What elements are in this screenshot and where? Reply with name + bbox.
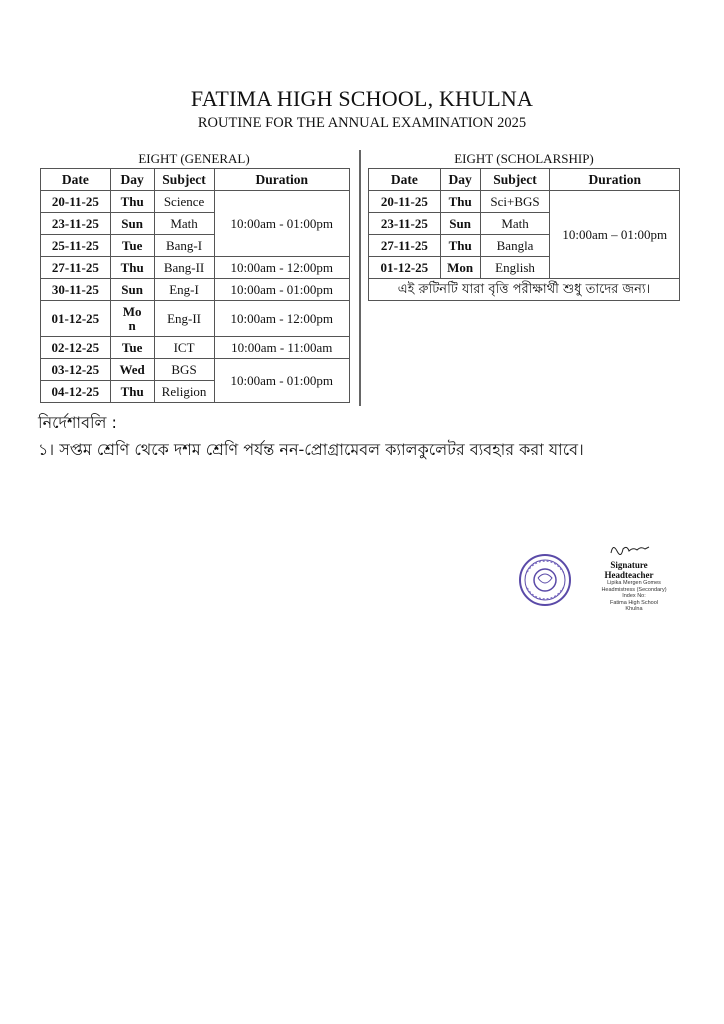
table-row — [41, 279, 350, 301]
day-cell: Thu — [110, 381, 154, 403]
col-header-duration: Duration — [550, 169, 680, 191]
duration-cell: 10:00am - 01:00pm — [214, 359, 350, 403]
date-cell: 23-11-25 — [369, 213, 441, 235]
instruction-line: ১। সপ্তম শ্রেণি থেকে দশম শ্রেণি পর্যন্ত নন-প্রোগ্রামেবল ক্যালকুলেটর ব্যবহার করা যাবে। — [38, 440, 584, 459]
date-cell: 02-12-25 — [41, 337, 111, 359]
col-header-subject: Subject — [154, 169, 214, 191]
subject-cell: Eng-II — [154, 301, 214, 337]
table-row — [369, 191, 680, 213]
day-cell: Sun — [110, 213, 154, 235]
table-row — [41, 257, 350, 279]
duration-cell: 10:00am – 01:00pm — [550, 191, 680, 279]
day-cell: Wed — [110, 359, 154, 381]
day-cell: Tue — [110, 235, 154, 257]
headteacher-stamp — [596, 580, 672, 613]
subject-cell: BGS — [154, 359, 214, 381]
school-seal-icon — [517, 552, 573, 613]
col-header-day: Day — [110, 169, 154, 191]
signature-label — [598, 560, 660, 580]
general-routine-table — [40, 168, 350, 403]
col-header-date: Date — [369, 169, 441, 191]
duration-cell: 10:00am - 12:00pm — [214, 257, 350, 279]
date-cell: 25-11-25 — [41, 235, 111, 257]
date-cell: 01-12-25 — [41, 301, 111, 337]
date-cell: 23-11-25 — [41, 213, 111, 235]
col-header-subject: Subject — [480, 169, 550, 191]
school-title: FATIMA HIGH SCHOOL, KHULNA — [190, 86, 534, 111]
day-cell: Thu — [110, 191, 154, 213]
table-header-row — [41, 169, 350, 191]
date-cell: 01-12-25 — [369, 257, 441, 279]
table-row — [41, 301, 350, 337]
scholarship-routine-table — [368, 168, 680, 301]
subject-cell: Sci+BGS — [480, 191, 550, 213]
col-header-duration: Duration — [214, 169, 350, 191]
subject-cell: Eng-I — [154, 279, 214, 301]
subject-cell: Bang-I — [154, 235, 214, 257]
table-row — [41, 191, 350, 213]
date-cell: 30-11-25 — [41, 279, 111, 301]
subject-cell: Religion — [154, 381, 214, 403]
col-header-date: Date — [41, 169, 111, 191]
date-cell: 20-11-25 — [369, 191, 441, 213]
duration-cell: 10:00am - 01:00pm — [214, 191, 350, 257]
subject-cell: ICT — [154, 337, 214, 359]
day-cell: Mo n — [110, 301, 154, 337]
date-cell: 04-12-25 — [41, 381, 111, 403]
day-cell: Thu — [440, 235, 480, 257]
table-row — [41, 337, 350, 359]
signature-label-line1: Signature — [610, 560, 648, 570]
stamp-line: Index No: — [622, 593, 646, 599]
table-row — [41, 359, 350, 381]
handwritten-signature-icon — [609, 541, 651, 562]
date-cell: 27-11-25 — [369, 235, 441, 257]
duration-cell: 10:00am - 12:00pm — [214, 301, 350, 337]
duration-cell: 10:00am - 01:00pm — [214, 279, 350, 301]
subject-cell: Bang-II — [154, 257, 214, 279]
date-cell: 27-11-25 — [41, 257, 111, 279]
col-header-day: Day — [440, 169, 480, 191]
stamp-line: Lipika Mergen Gomes — [607, 580, 661, 586]
day-cell: Tue — [110, 337, 154, 359]
day-cell: Mon — [440, 257, 480, 279]
stamp-line: Fatima High School — [610, 599, 658, 606]
scholarship-note: এই রুটিনটি যারা বৃত্তি পরীক্ষার্থী শুধু তাদের জন্য। — [369, 279, 680, 301]
day-cell: Thu — [440, 191, 480, 213]
subject-cell: English — [480, 257, 550, 279]
scholarship-section-label: EIGHT (SCHOLARSHIP) — [454, 151, 594, 166]
duration-cell: 10:00am - 11:00am — [214, 337, 350, 359]
signature-label-line2: Headteacher — [604, 570, 654, 580]
day-cell: Sun — [440, 213, 480, 235]
subject-cell: Math — [480, 213, 550, 235]
table-header-row — [369, 169, 680, 191]
routine-title: ROUTINE FOR THE ANNUAL EXAMINATION 2025 — [197, 115, 527, 131]
day-cell: Sun — [110, 279, 154, 301]
date-cell: 03-12-25 — [41, 359, 111, 381]
stamp-line: Headmistress (Secondary) — [601, 586, 667, 593]
section-divider — [359, 150, 361, 406]
stamp-line: Khulna — [625, 606, 643, 612]
subject-cell: Bangla — [480, 235, 550, 257]
day-cell: Thu — [110, 257, 154, 279]
general-section-label: EIGHT (GENERAL) — [138, 151, 250, 166]
table-row — [369, 279, 680, 301]
date-cell: 20-11-25 — [41, 191, 111, 213]
instructions-heading: নির্দেশাবলি : — [38, 413, 117, 432]
subject-cell: Science — [154, 191, 214, 213]
subject-cell: Math — [154, 213, 214, 235]
